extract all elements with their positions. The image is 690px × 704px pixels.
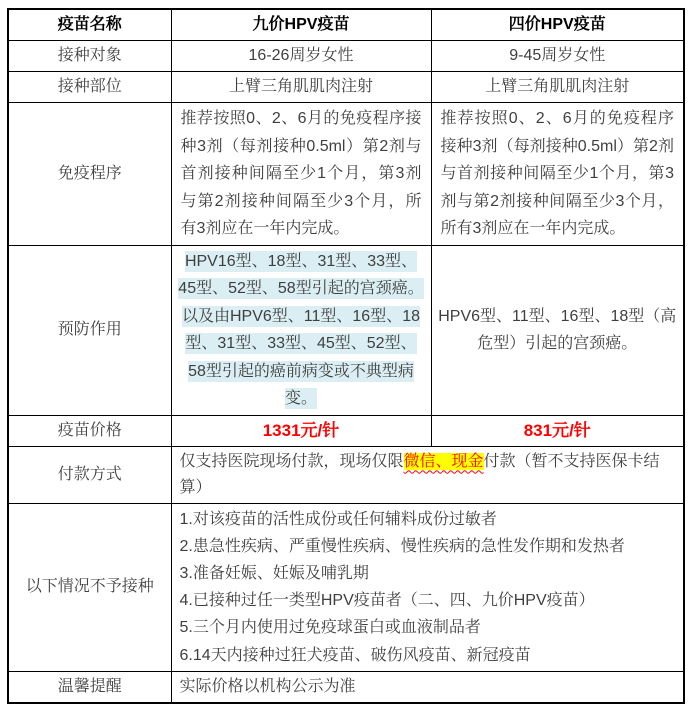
prevention-nine-highlighted-text: HPV16型、18型、31型、33型、45型、52型、58型引起的宫颈癌。以及由HPV6型、11型、16型、18型、31型、33型、45型、52型、58型引起的癌前病变或不典型病变。 (178, 252, 424, 407)
row-label-immunization-schedule: 免疫程序 (8, 103, 171, 246)
table-row-target-age (8, 41, 684, 72)
row-label-contraindications: 以下情况不予接种 (8, 503, 171, 671)
contraindication-item: 3.准备妊娠、妊娠及哺乳期 (179, 564, 369, 582)
table-row-price (8, 415, 684, 446)
target-age-nine-valent: 16-26周岁女性 (171, 41, 431, 72)
payment-text-suffix: 付款（暂不支持医保卡结算） (179, 452, 660, 496)
payment-method-cell (171, 446, 684, 503)
table-row-injection-site (8, 72, 684, 103)
table-row-contraindications (8, 503, 684, 671)
table-row-payment (8, 446, 684, 503)
contraindication-item: 4.已接种过任一类型HPV疫苗者（二、四、九价HPV疫苗） (179, 592, 595, 610)
price-four-valent: 831元/针 (431, 415, 684, 446)
schedule-four-valent: 推荐按照0、2、6月的免疫程序接种3剂（每剂接种0.5ml）第2剂与首剂接种间隔至少1个月，第3剂与第2剂接种间隔至少3个月，所有3剂应在一年内完成。 (431, 103, 684, 246)
contraindication-item: 2.患急性疾病、严重慢性疾病、慢性疾病的急性发作期和发热者 (179, 537, 625, 555)
payment-highlighted-methods: 微信、现金 (403, 452, 484, 470)
payment-text-prefix: 仅支持医院现场付款，现场仅限 (179, 452, 404, 470)
price-nine-valent: 1331元/针 (171, 415, 431, 446)
contraindications-cell (171, 503, 684, 671)
header-vaccine-name: 疫苗名称 (8, 9, 171, 41)
injection-site-four-valent: 上臂三角肌肌肉注射 (431, 72, 684, 103)
notice-text-cell: 实际价格以机构公示为准 (171, 671, 684, 703)
contraindication-item: 5.三个月内使用过免疫球蛋白或血液制品者 (179, 619, 481, 637)
hpv-vaccine-comparison-table (7, 8, 685, 704)
row-label-notice: 温馨提醒 (8, 671, 171, 703)
row-label-payment: 付款方式 (8, 446, 171, 503)
header-four-valent: 四价HPV疫苗 (431, 9, 684, 41)
row-label-price: 疫苗价格 (8, 415, 171, 446)
row-label-target-age: 接种对象 (8, 41, 171, 72)
table-row-prevention (8, 245, 684, 415)
table-header-row (8, 9, 684, 41)
injection-site-nine-valent: 上臂三角肌肌肉注射 (171, 72, 431, 103)
contraindication-item: 1.对该疫苗的活性成份或任何辅料成份过敏者 (179, 510, 497, 528)
prevention-nine-valent (171, 245, 431, 415)
row-label-injection-site: 接种部位 (8, 72, 171, 103)
prevention-four-valent: HPV6型、11型、16型、18型（高危型）引起的宫颈癌。 (431, 245, 684, 415)
contraindication-item: 6.14天内接种过狂犬疫苗、破伤风疫苗、新冠疫苗 (179, 646, 531, 664)
table-row-notice (8, 671, 684, 703)
target-age-four-valent: 9-45周岁女性 (431, 41, 684, 72)
header-nine-valent: 九价HPV疫苗 (171, 9, 431, 41)
schedule-nine-valent: 推荐按照0、2、6月的免疫程序接种3剂（每剂接种0.5ml）第2剂与首剂接种间隔至少1个月，第3剂与第2剂接种间隔至少3个月，所有3剂应在一年内完成。 (171, 103, 431, 246)
table-row-immunization-schedule (8, 103, 684, 246)
row-label-prevention: 预防作用 (8, 245, 171, 415)
